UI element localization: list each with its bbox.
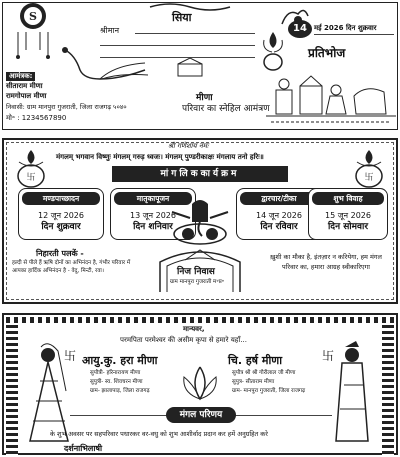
niharti-palke-text: हल्दी से पीले हैं ऋषि दोनों का अभिनंदन है, गंभीर परिवार में आपका हार्दिक अभिनंदन है - वेदु, मिन्टी, रवा। <box>12 260 131 274</box>
mangal-mantra: मंगलम् भगवान विष्णुः मंगलम् गरुड़ ध्वजः। मंगलम् पुण्डरीकाक्षः मंगलाय तनो हरिः॥ <box>56 153 264 161</box>
event-title: मातृकापूजन <box>114 192 192 205</box>
meena-label: मीणा <box>196 93 213 103</box>
event-date: 15 जून 2026 <box>324 211 371 220</box>
svg-text:卐: 卐 <box>364 173 374 183</box>
right-kalash-icon <box>352 150 386 190</box>
lotus-ornament-icon <box>180 363 220 403</box>
siya-title: सिया <box>172 11 192 24</box>
event-date: 14 जून 2026 <box>255 211 302 220</box>
bride-details <box>90 369 150 396</box>
s-monogram-ornament-icon <box>10 0 56 60</box>
residence-address: ग्राम मानपुरा गुजराती म॰प्र॰ <box>170 279 225 285</box>
right-invite-text: ख़ुशी का मौका है, इंतज़ार न करियेगा, हम मंगल परिवार का, हमारा आग्रह स्वीकारिएगा <box>270 253 382 271</box>
right-swastika-icon: 卐 <box>322 349 335 363</box>
event-day: दिन सोमवार <box>327 222 369 232</box>
darshan-abhilashi-label: दर्शनाभिलाषी <box>64 444 103 453</box>
event-day: दिन शनिवार <box>133 222 173 232</box>
bride-name: आयु.कु. हरा मीणा <box>82 354 158 367</box>
groom-illustration-icon <box>326 341 382 451</box>
sender-name-2: रामगोपाल मीणा <box>6 92 47 100</box>
svg-text:S: S <box>29 10 37 23</box>
groom-details <box>232 369 305 396</box>
groom-name: चि. हर्ष मीणा <box>228 354 283 367</box>
blessing-line: परमपिता परमेश्वर की असीम कृपा से हमारे यहाँ... <box>120 336 247 344</box>
bride-detail-2: सुपुत्री- स्व. शिवचरन मीणा <box>90 379 143 385</box>
niharti-palke-heading: निहारती पलकें - <box>36 249 84 258</box>
event-title: शुभ विवाह <box>312 192 384 205</box>
event-date: 12 जून 2026 <box>37 211 84 220</box>
left-swastika-icon: 卐 <box>64 349 77 363</box>
shriman-label: श्रीमान <box>100 26 120 35</box>
side-pattern-left <box>6 325 18 455</box>
wedding-invite-panel <box>0 311 400 457</box>
sender-name-1: सीताराम मीणा <box>6 82 43 90</box>
left-kalash-icon <box>14 150 48 190</box>
svg-text:卐: 卐 <box>26 173 36 183</box>
groom-detail-2: सुपुत्र- सीताराम मीणा <box>232 379 275 385</box>
ceremony-schedule-panel <box>0 136 400 306</box>
event-day: दिन रविवार <box>260 222 298 232</box>
ganesh-greeting: श्री गणेशाय नमः <box>168 142 209 150</box>
pratibhoj-title: प्रतिभोज <box>308 46 346 60</box>
groom-detail-1: सुपौत्र श्री श्री गौरीलाल जी मीणा <box>232 370 296 376</box>
mangal-parinay-badge: मंगल परिणय <box>166 407 236 423</box>
residence-title: निज निवास <box>177 267 215 277</box>
bride-detail-1: सुपौत्री- हरिनारायण मीणा <box>90 370 141 376</box>
event-day: दिन शुक्रवार <box>41 222 81 232</box>
date-badge-text: मई 2026 दिन शुक्रवार <box>314 24 377 32</box>
date-badge-number: 14 <box>288 20 312 38</box>
event-title: मण्डपाच्छादन <box>22 192 100 205</box>
wedding-invite-line: के शुभ अवसर पर सहपरिवार पधारकर वर-वधु को शुभ आशीर्वाद प्रदान कर हमें अनुग्रहित करे <box>50 430 268 438</box>
divider-right <box>232 415 332 416</box>
doli-icon <box>170 58 210 78</box>
program-title-ribbon: मांगलिककार्यक्रम <box>112 166 288 182</box>
sender-address: निवासी: ग्राम मानपुरा गुजराती, जिला राजगढ़ ५०४० <box>6 103 127 111</box>
family-welcome: परिवार का स्नेहिल आमंत्रण <box>182 104 270 114</box>
pratibhoj-card-panel <box>0 0 400 132</box>
respected-salutation: मान्यवर, <box>183 325 205 333</box>
event-title: द्वारचार/टीका <box>240 192 318 205</box>
event-card-1 <box>18 188 104 240</box>
groom-detail-3: ग्राम- मानपुरा गुजराती, जिला राजगढ़ <box>232 388 306 394</box>
baraat-procession-illustration-icon <box>266 66 396 126</box>
ganesha-shehnai-icon <box>170 196 230 256</box>
divider-left <box>70 415 170 416</box>
bride-detail-3: ग्राम- झालापाड़, जिला राजगढ़ <box>90 388 150 394</box>
date-underline <box>314 34 394 35</box>
address-line-1 <box>135 33 255 34</box>
sender-mobile: मो॰ : 1234567890 <box>6 114 67 122</box>
chevron-border-top <box>6 317 394 323</box>
sender-label: आमंत्रक: <box>6 72 35 81</box>
side-pattern-right <box>382 325 394 455</box>
event-date: 13 जून 2026 <box>129 211 176 220</box>
event-card-4 <box>308 188 388 240</box>
peacock-icon <box>60 45 150 85</box>
